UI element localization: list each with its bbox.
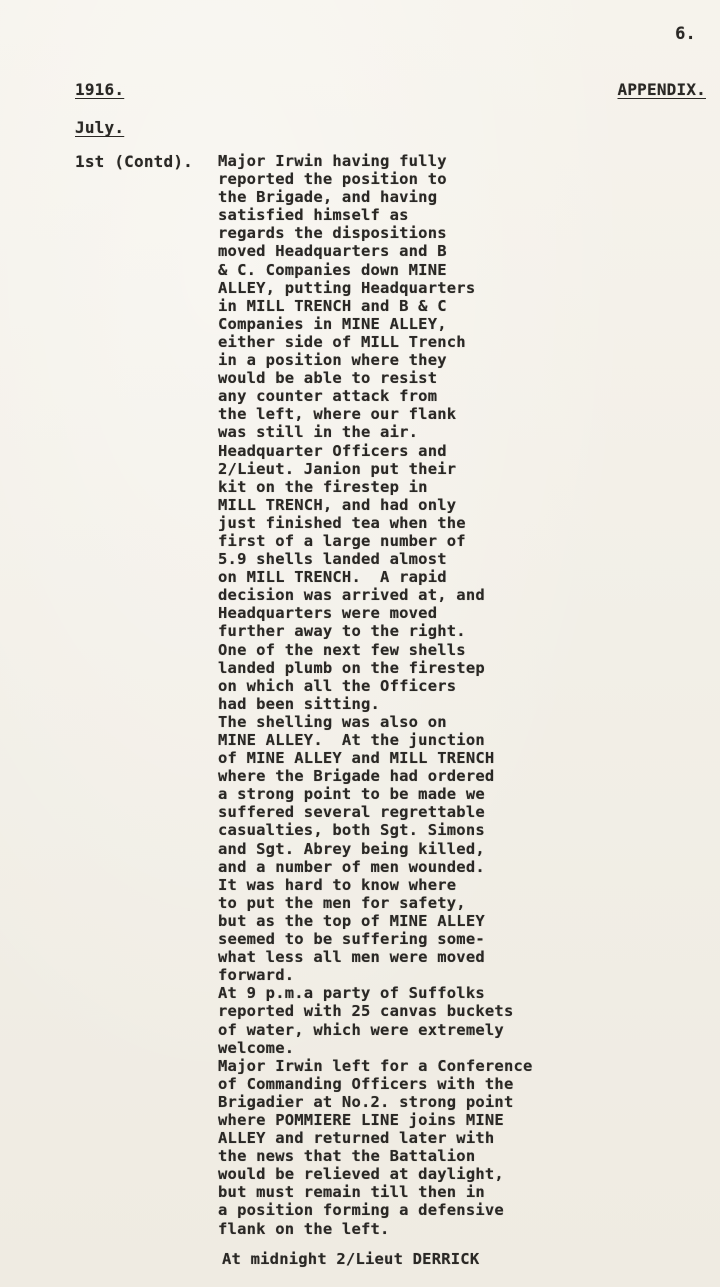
entry-line: just finished tea when the	[218, 513, 466, 532]
entry-line: MINE ALLEY. At the junction	[218, 731, 485, 749]
entry-line: & C. Companies down MINE	[218, 260, 447, 279]
entry-line: welcome.	[218, 1038, 295, 1057]
entry-line: in a position where they	[218, 351, 447, 370]
entry-line: Companies in MINE ALLEY,	[218, 314, 447, 333]
entry-line: of MINE ALLEY and MILL TRENCH	[218, 749, 495, 768]
entry-final-line: At midnight 2/Lieut DERRICK	[222, 1250, 480, 1268]
entry-line: a position forming a defensive	[218, 1201, 504, 1220]
entry-line: the Brigade, and having	[218, 188, 438, 207]
entry-body	[218, 152, 533, 1238]
entry-line: moved Headquarters and B	[218, 242, 447, 261]
year-heading: 1916.	[75, 80, 125, 99]
entry-line: what less all men were moved	[218, 948, 485, 967]
entry-line: It was hard to know where	[218, 875, 457, 894]
entry-line: but as the top of MINE ALLEY	[218, 911, 485, 930]
entry-line: had been sitting.	[218, 694, 381, 713]
entry-line: would be able to resist	[218, 369, 438, 388]
entry-line: One of the next few shells	[218, 640, 466, 659]
entry-line: a strong point to be made we	[218, 785, 485, 804]
entry-line: Brigadier at No.2. strong point	[218, 1092, 514, 1111]
entry-line: first of a large number of	[218, 531, 466, 550]
entry-line: but must remain till then in	[218, 1183, 485, 1202]
entry-line: Headquarter Officers and	[218, 441, 447, 460]
entry-line: on MILL TRENCH. A rapid	[218, 568, 447, 587]
entry-line: Major Irwin having fully	[218, 152, 447, 170]
entry-line: Headquarters were moved	[218, 604, 438, 623]
entry-line: to put the men for safety,	[218, 893, 466, 912]
entry-line: either side of MILL Trench	[218, 332, 466, 351]
entry-line: At 9 p.m.a party of Suffolks	[218, 984, 485, 1003]
entry-line: suffered several regrettable	[218, 803, 485, 822]
entry-line: Major Irwin left for a Conference	[218, 1056, 533, 1075]
entry-line: forward.	[218, 966, 295, 985]
entry-line: where the Brigade had ordered	[218, 767, 495, 786]
appendix-heading: APPENDIX.	[617, 80, 706, 99]
entry-line: and a number of men wounded.	[218, 857, 485, 876]
entry-line: flank on the left.	[218, 1219, 390, 1238]
entry-line: was still in the air.	[218, 423, 419, 442]
entry-line: regards the dispositions	[218, 224, 447, 243]
entry-line: decision was arrived at, and	[218, 586, 485, 605]
entry-line: where POMMIERE LINE joins MINE	[218, 1110, 504, 1129]
entry-line: casualties, both Sgt. Simons	[218, 821, 485, 840]
entry-line: landed plumb on the firestep	[218, 658, 485, 677]
entry-line: of Commanding Officers with the	[218, 1074, 514, 1093]
month-heading: July.	[75, 118, 125, 137]
entry-line: MILL TRENCH, and had only	[218, 495, 457, 514]
entry-line: kit on the firestep in	[218, 477, 428, 496]
entry-line: 5.9 shells landed almost	[218, 550, 447, 569]
entry-line: ALLEY, putting Headquarters	[218, 278, 476, 297]
entry-line: 2/Lieut. Janion put their	[218, 459, 457, 478]
entry-line: The shelling was also on	[218, 712, 447, 731]
entry-line: any counter attack from	[218, 387, 438, 406]
entry-line: the left, where our flank	[218, 405, 457, 424]
entry-line: and Sgt. Abrey being killed,	[218, 839, 485, 858]
entry-line: further away to the right.	[218, 622, 466, 641]
entry-line: on which all the Officers	[218, 676, 457, 695]
entry-line: in MILL TRENCH and B & C	[218, 296, 447, 315]
entry-line: reported with 25 canvas buckets	[218, 1002, 514, 1021]
entry-line: would be relieved at daylight,	[218, 1165, 504, 1184]
entry-line: ALLEY and returned later with	[218, 1129, 495, 1148]
entry-line: satisfied himself as	[218, 206, 409, 225]
entry-line: the news that the Battalion	[218, 1147, 476, 1166]
entry-line: seemed to be suffering some-	[218, 930, 485, 949]
page-number: 6.	[675, 24, 696, 44]
entry-line: reported the position to	[218, 170, 447, 189]
entry-line: of water, which were extremely	[218, 1020, 504, 1039]
entry-date: 1st (Contd).	[75, 152, 193, 171]
